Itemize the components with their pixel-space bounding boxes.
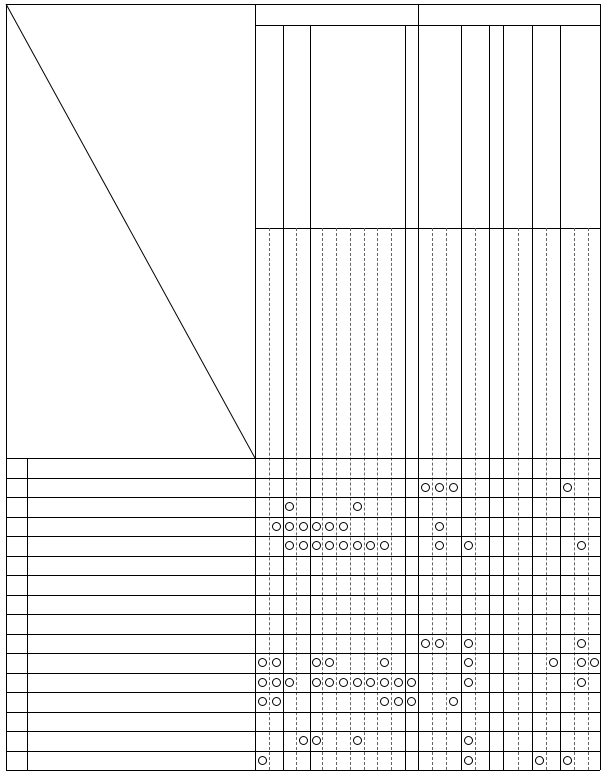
row-number-divider	[27, 458, 28, 770]
match-mark-circle	[464, 658, 473, 667]
component-divider	[532, 25, 533, 770]
row-line	[255, 712, 600, 713]
match-mark-circle	[464, 756, 473, 765]
match-mark-circle	[312, 522, 321, 531]
component-row-line	[255, 228, 600, 229]
dashed-grid-line	[432, 228, 433, 770]
match-mark-circle	[380, 697, 389, 706]
row-line	[255, 556, 600, 557]
row-line	[255, 731, 600, 732]
match-mark-circle	[325, 678, 334, 687]
match-mark-circle	[325, 541, 334, 550]
match-mark-circle	[435, 483, 444, 492]
row-line	[6, 634, 255, 635]
match-mark-circle	[435, 522, 444, 531]
dashed-grid-line	[322, 228, 323, 770]
group-divider	[418, 4, 419, 770]
row-line	[6, 497, 255, 498]
row-line	[6, 692, 255, 693]
match-mark-circle	[339, 678, 348, 687]
row-line	[6, 478, 255, 479]
match-mark-circle	[421, 483, 430, 492]
match-mark-circle	[421, 639, 430, 648]
dashed-grid-line	[391, 228, 392, 770]
match-mark-circle	[353, 736, 362, 745]
match-mark-circle	[535, 756, 544, 765]
match-mark-circle	[366, 678, 375, 687]
row-line	[255, 751, 600, 752]
row-line	[255, 497, 600, 498]
row-line	[6, 595, 255, 596]
match-mark-circle	[339, 541, 348, 550]
match-mark-circle	[380, 541, 389, 550]
dashed-grid-line	[546, 228, 547, 770]
row-line	[6, 575, 255, 576]
match-mark-circle	[299, 541, 308, 550]
component-divider	[405, 25, 406, 770]
dashed-grid-line	[350, 228, 351, 770]
dashed-grid-line	[446, 228, 447, 770]
dashed-grid-line	[475, 228, 476, 770]
match-mark-circle	[464, 639, 473, 648]
group-row-line	[255, 25, 600, 26]
row-line	[6, 673, 255, 674]
dashed-grid-line	[336, 228, 337, 770]
dashed-grid-line	[574, 228, 575, 770]
match-mark-circle	[312, 736, 321, 745]
match-mark-circle	[285, 502, 294, 511]
table-border-right	[600, 4, 601, 770]
component-divider	[461, 25, 462, 770]
match-mark-circle	[258, 697, 267, 706]
match-mark-circle	[353, 502, 362, 511]
match-mark-circle	[577, 658, 586, 667]
match-mark-circle	[285, 522, 294, 531]
row-line	[255, 770, 600, 771]
match-mark-circle	[258, 756, 267, 765]
match-mark-circle	[394, 678, 403, 687]
match-mark-circle	[563, 756, 572, 765]
match-mark-circle	[449, 483, 458, 492]
row-line	[255, 653, 600, 654]
row-line	[6, 751, 255, 752]
match-mark-circle	[272, 522, 281, 531]
header-divider	[255, 4, 256, 770]
match-mark-circle	[258, 678, 267, 687]
component-divider	[310, 25, 311, 770]
row-line	[6, 536, 255, 537]
component-divider	[283, 25, 284, 770]
match-mark-circle	[435, 541, 444, 550]
match-mark-circle	[394, 697, 403, 706]
match-mark-circle	[325, 658, 334, 667]
match-mark-circle	[353, 541, 362, 550]
match-mark-circle	[464, 736, 473, 745]
dashed-grid-line	[296, 228, 297, 770]
table-border-top	[6, 4, 600, 5]
match-mark-circle	[353, 678, 362, 687]
match-mark-circle	[549, 658, 558, 667]
row-line	[6, 770, 255, 771]
table-border-left	[6, 4, 7, 770]
dashed-grid-line	[588, 228, 589, 770]
match-mark-circle	[272, 658, 281, 667]
match-mark-circle	[435, 639, 444, 648]
corner-diagonal-line	[6, 4, 255, 458]
component-divider	[560, 25, 561, 770]
match-mark-circle	[380, 658, 389, 667]
dashed-grid-line	[518, 228, 519, 770]
row-line	[255, 575, 600, 576]
row-line	[6, 517, 255, 518]
row-line	[255, 536, 600, 537]
match-mark-circle	[339, 522, 348, 531]
row-line	[6, 653, 255, 654]
match-mark-circle	[312, 658, 321, 667]
component-divider	[489, 25, 490, 770]
match-mark-circle	[464, 678, 473, 687]
row-line	[255, 517, 600, 518]
row-line	[6, 556, 255, 557]
match-mark-circle	[312, 541, 321, 550]
match-mark-circle	[407, 678, 416, 687]
row-line	[6, 712, 255, 713]
match-mark-circle	[577, 639, 586, 648]
match-mark-circle	[366, 541, 375, 550]
component-divider	[503, 25, 504, 770]
match-mark-circle	[577, 678, 586, 687]
match-mark-circle	[449, 697, 458, 706]
row-line	[255, 692, 600, 693]
match-mark-circle	[285, 541, 294, 550]
row-line	[6, 731, 255, 732]
row-line	[255, 673, 600, 674]
row-line	[255, 614, 600, 615]
match-mark-circle	[299, 522, 308, 531]
row-line	[255, 634, 600, 635]
dashed-grid-line	[269, 228, 270, 770]
match-mark-circle	[325, 522, 334, 531]
row-line	[6, 614, 255, 615]
dashed-grid-line	[364, 228, 365, 770]
match-mark-circle	[590, 658, 599, 667]
row-line	[255, 478, 600, 479]
row-line	[255, 595, 600, 596]
dashed-grid-line	[377, 228, 378, 770]
match-mark-circle	[407, 697, 416, 706]
row-line	[6, 458, 600, 459]
match-mark-circle	[272, 697, 281, 706]
match-mark-circle	[312, 678, 321, 687]
match-mark-circle	[272, 678, 281, 687]
match-mark-circle	[285, 678, 294, 687]
match-mark-circle	[299, 736, 308, 745]
match-mark-circle	[563, 483, 572, 492]
match-mark-circle	[258, 658, 267, 667]
match-mark-circle	[577, 541, 586, 550]
match-mark-circle	[380, 678, 389, 687]
match-mark-circle	[464, 541, 473, 550]
